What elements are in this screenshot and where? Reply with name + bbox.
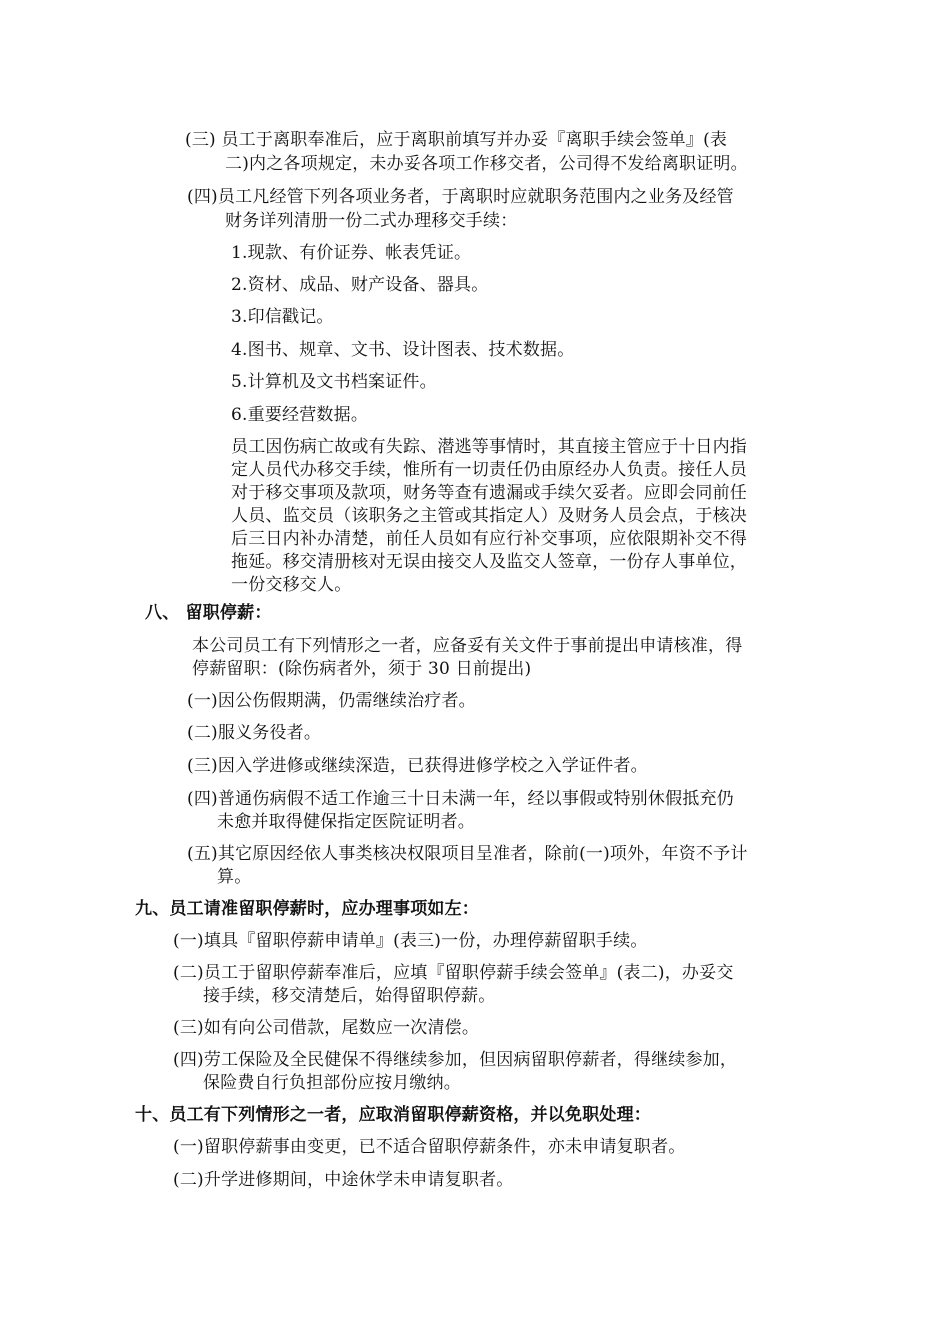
sec9-item2-line2: 接手续，移交清楚后，始得留职停薪。 [203,986,496,1006]
sec9-item4-line1: (四)劳工保险及全民健保不得继续参加，但因病留职停薪者，得继续参加， [173,1050,738,1070]
sec8-item5-line2: 算。 [217,867,252,887]
sec7-list-item-6: 6.重要经营数据。 [231,405,369,425]
sec8-intro-line2: 停薪留职：(除伤病者外，须于 30 日前提出) [192,659,532,679]
sec7-list-item-4: 4.图书、规章、文书、设计图表、技术数据。 [231,340,575,360]
sec7-item3-line2: 二)内之各项规定，未办妥各项工作移交者，公司得不发给离职证明。 [225,154,748,174]
sec7-item4-line2: 财务详列清册一份二式办理移交手续： [225,211,518,231]
sec7-para-line4: 人员、监交员（该职务之主管或其指定人）及财务人员会点，于核决 [231,506,747,526]
sec10-heading: 十、员工有下列情形之一者，应取消留职停薪资格，并以免职处理： [135,1105,651,1125]
sec8-item2: (二)服义务役者。 [187,723,322,743]
sec10-item1: (一)留职停薪事由变更，已不适合留职停薪条件，亦未申请复职者。 [173,1137,686,1157]
sec7-list-item-2: 2.资材、成品、财产设备、器具。 [231,275,489,295]
sec7-item4-line1: (四)员工凡经管下列各项业务者，于离职时应就职务范围内之业务及经管 [187,187,734,207]
sec7-list-item-1: 1.现款、有价证券、帐表凭证。 [231,243,472,263]
sec8-item4-line1: (四)普通伤病假不适工作逾三十日未满一年，经以事假或特别休假抵充仍 [187,789,734,809]
sec9-heading: 九、员工请准留职停薪时，应办理事项如左： [135,899,479,919]
sec8-item5-line1: (五)其它原因经依人事类核决权限项目呈准者，除前(一)项外，年资不予计 [187,844,748,864]
sec9-item2-line1: (二)员工于留职停薪奉准后，应填『留职停薪手续会签单』(表二)，办妥交 [173,963,734,983]
sec7-para-line2: 定人员代办移交手续，惟所有一切责任仍由原经办人负责。接任人员 [231,460,747,480]
sec7-list-item-3: 3.印信戳记。 [231,307,334,327]
sec9-item3: (三)如有向公司借款，尾数应一次清偿。 [173,1018,480,1038]
sec7-para-line6: 拖延。移交清册核对无误由接交人及监交人签章，一份存人事单位， [231,552,747,572]
sec9-item4-line2: 保险费自行负担部份应按月缴纳。 [203,1073,461,1093]
sec8-item4-line2: 未愈并取得健保指定医院证明者。 [217,812,475,832]
sec7-list-item-5: 5.计算机及文书档案证件。 [231,372,437,392]
sec10-item2: (二)升学进修期间，中途休学未申请复职者。 [173,1170,514,1190]
sec8-intro-line1: 本公司员工有下列情形之一者，应备妥有关文件于事前提出申请核准，得 [192,636,743,656]
sec8-item1: (一)因公伤假期满，仍需继续治疗者。 [187,691,476,711]
sec7-para-line7: 一份交移交人。 [231,575,352,595]
sec8-heading: 八、 留职停薪： [145,603,272,623]
sec7-para-line1: 员工因伤病亡故或有失踪、潜逃等事情时，其直接主管应于十日内指 [231,437,747,457]
sec7-para-line3: 对于移交事项及款项，财务等查有遗漏或手续欠妥者。应即会同前任 [231,483,747,503]
sec7-item3-line1: (三) 员工于离职奉准后，应于离职前填写并办妥『离职手续会签单』(表 [185,130,728,150]
sec8-item3: (三)因入学进修或继续深造，已获得进修学校之入学证件者。 [187,756,648,776]
sec9-item1: (一)填具『留职停薪申请单』(表三)一份，办理停薪留职手续。 [173,931,648,951]
sec7-para-line5: 后三日内补办清楚，前任人员如有应行补交事项，应依限期补交不得 [231,529,747,549]
